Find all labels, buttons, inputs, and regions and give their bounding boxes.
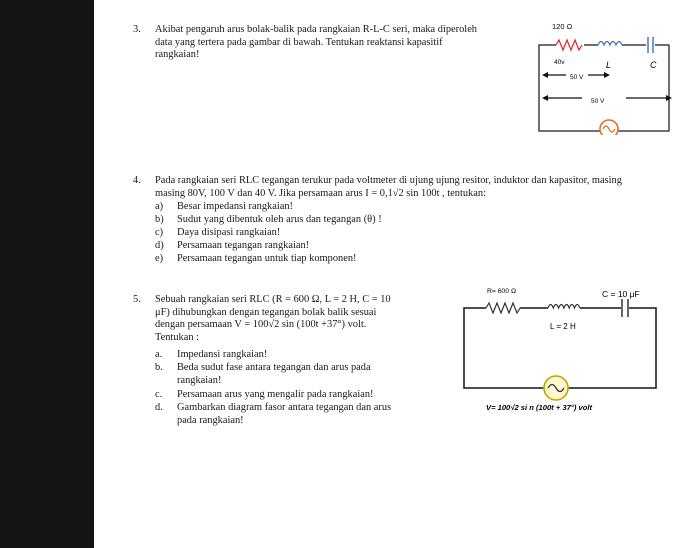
item-text: Sudut yang dibentuk oleh arus dan tegangan (θ) ! <box>177 214 382 225</box>
question-line: Pada rangkaian seri RLC tegangan terukur pada voltmeter di ujung ujung resitor, induktor dan kapasitor, masing <box>155 175 622 186</box>
item-letter: e) <box>155 253 164 264</box>
question-line: masing 80V, 100 V dan 40 V. Jika persamaan arus I = 0,1√2 sin 100t , tentukan: <box>155 187 486 199</box>
item-letter: b) <box>155 214 164 225</box>
voltage-label-50: 50 V <box>591 98 605 105</box>
question-number: 5. <box>133 294 141 305</box>
item-text: Impedansi rangkaian! <box>177 349 268 360</box>
question-number: 3. <box>133 24 141 35</box>
item-text: Gambarkan diagram fasor antara tegangan dan arus <box>177 402 392 413</box>
item-letter: d) <box>155 240 164 251</box>
voltage-equation: V= 100√2 si n (100t + 37°) volt <box>486 403 592 412</box>
tentukan-label: Tentukan : <box>155 331 199 343</box>
item-text: Daya disipasi rangkaian! <box>177 227 281 238</box>
resistor-label: R= 600 Ω <box>487 288 517 295</box>
item-letter: d. <box>155 402 163 413</box>
arrow-head <box>542 72 548 78</box>
question-line: rangkaian! <box>155 49 200 61</box>
resistor-label: 120 Ω <box>552 22 573 31</box>
item-text: rangkaian! <box>177 375 222 386</box>
circuit-diagram-q5 <box>460 284 666 416</box>
voltage-label-50: 50 V <box>570 74 584 81</box>
item-text: Persamaan tegangan untuk tiap komponen! <box>177 253 357 264</box>
item-text: Besar impedansi rangkaian! <box>177 201 293 212</box>
question-text <box>155 294 391 344</box>
question-text <box>155 175 622 200</box>
circuit-diagram-q3 <box>530 15 680 135</box>
question-text <box>155 24 477 62</box>
inductor-label: L <box>606 60 612 70</box>
item-text: pada rangkaian! <box>177 415 244 426</box>
question-line: data yang tertera pada gambar di bawah. Tentukan reaktansi kapasitif <box>155 36 443 48</box>
item-letter: a) <box>155 201 164 212</box>
left-dark-margin <box>0 0 94 548</box>
question-number: 4. <box>133 175 141 186</box>
capacitor-label: C <box>650 60 657 70</box>
arrow-head <box>604 72 610 78</box>
question-line: Akibat pengaruh arus bolak-balik pada rangkaian R-L-C seri, maka diperoleh <box>155 24 477 35</box>
inductor-label: L = 2 H <box>550 322 576 331</box>
voltage-label-40: 40v <box>554 59 565 66</box>
arrow-head <box>542 95 548 101</box>
item-text: Beda sudut fase antara tegangan dan arus pada <box>177 362 371 373</box>
item-letter: b. <box>155 362 163 373</box>
question-3 <box>133 24 533 68</box>
question-line: μF) dihubungkan dengan tegangan bolak balik sesuai <box>155 306 377 318</box>
capacitor-label: C = 10 μF <box>602 289 640 299</box>
question-line: Sebuah rangkaian seri RLC (R = 600 Ω, L = 2 H, C = 10 <box>155 294 391 305</box>
ac-source-icon <box>600 120 618 135</box>
item-text: Persamaan arus yang mengalir pada rangkaian! <box>177 389 374 400</box>
circuit-wire <box>539 45 669 131</box>
question-line: dengan persamaan V = 100√2 sin (100t +37°) volt. <box>155 319 367 331</box>
item-letter: a. <box>155 349 163 360</box>
item-text: Persamaan tegangan rangkaian! <box>177 240 310 251</box>
item-letter: c. <box>155 389 163 400</box>
question-5 <box>133 294 463 434</box>
question-4 <box>133 175 683 267</box>
item-letter: c) <box>155 227 164 238</box>
